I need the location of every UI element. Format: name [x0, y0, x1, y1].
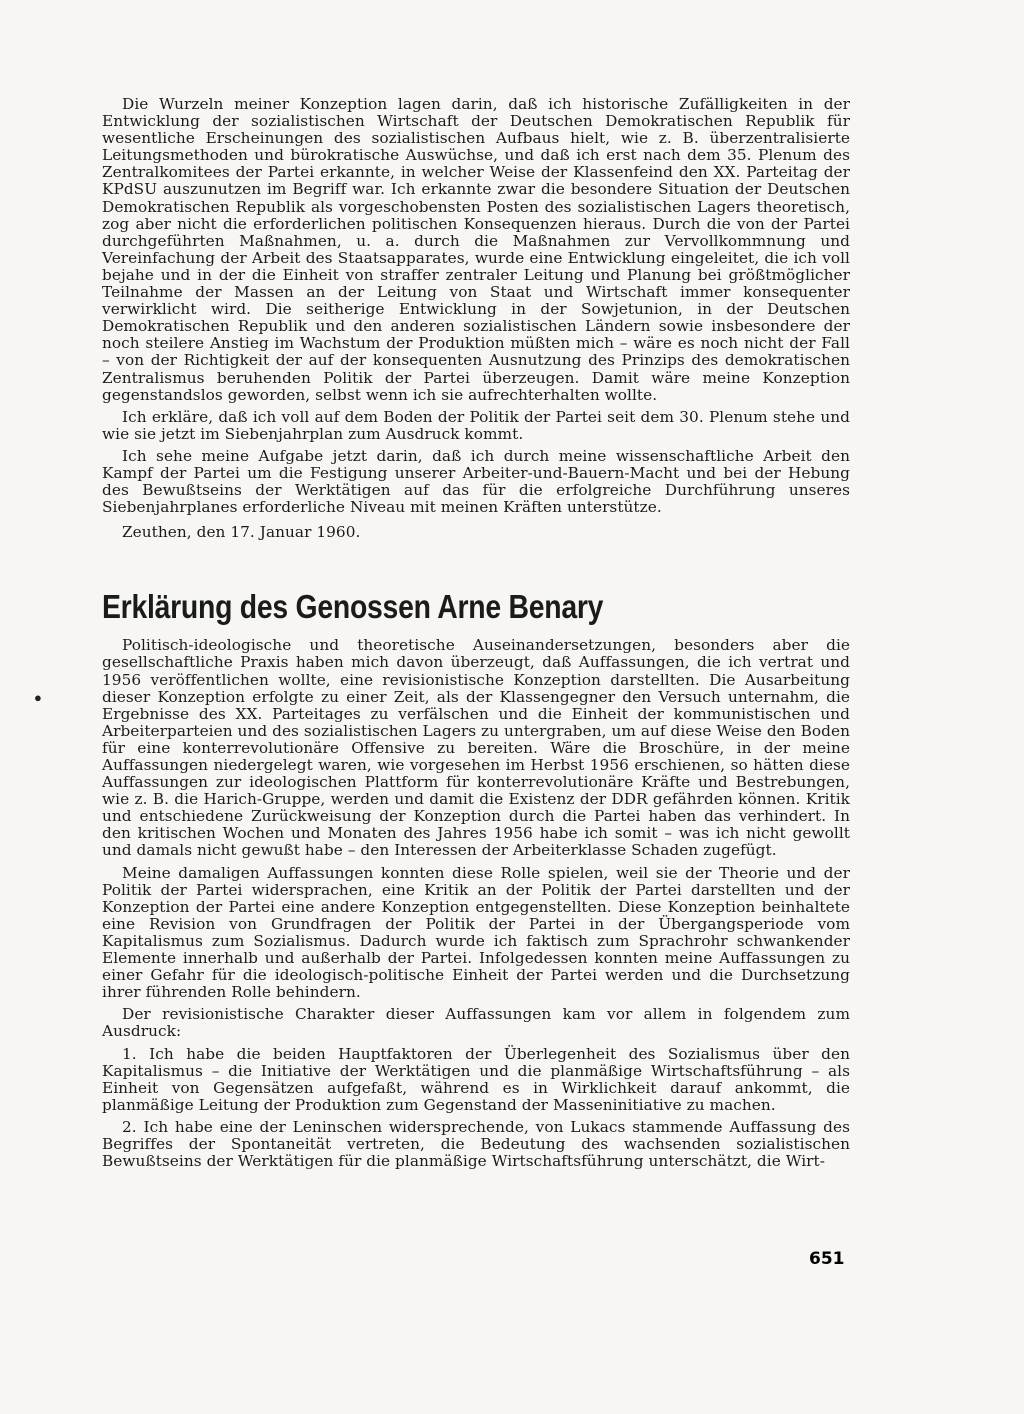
- dateline: Zeuthen, den 17. Januar 1960.: [122, 523, 361, 542]
- body-paragraph: Politisch-ideologische und theoretische Auseinandersetzungen, besonders aber die gesellschaftliche Praxis haben mich davon überzeugt, daß Auffassungen, die ich vertrat und 1956 veröffentlichen wollte, eine revisionistische Konzeption darstellten. Die Ausarbeitung dieser Konzeption erfolgte zu einer Zeit, als der Klassengegner den Versuch unternahm, die Ergebnisse des XX. Parteitages zu verfälschen und die Einheit der kommunistischen und Arbeiterparteien und des sozialistischen Lagers zu untergraben, um auf diese Weise den Boden für eine konterrevolutionäre Offensive zu bereiten. Wäre die Broschüre, in der meine Auffassungen niedergelegt waren, wie vorgesehen im Herbst 1956 erschienen, so hätten diese Auffassungen zur ideologischen Plattform für konterrevolutionäre Kräfte und Bestrebungen, wie z. B. die Harich-Gruppe, werden und damit die Existenz der DDR gefährden können. Kritik und entschiedene Zurückweisung der Konzeption durch die Partei haben das verhindert. In den kritischen Wochen und Monaten des Jahres 1956 habe ich somit – was ich nicht gewollt und damals nicht gewußt habe – den Interessen der Arbeiterklasse Schaden zugefügt.: [102, 636, 850, 860]
- body-paragraph: Meine damaligen Auffassungen konnten diese Rolle spielen, weil sie der Theorie und der Politik der Partei widersprachen, eine Kritik an der Politik der Partei darstellten und der Konzeption der Partei eine andere Konzeption entgegenstellten. Diese Konzeption beinhaltete eine Revision von Grundfragen der Politik der Partei in der Übergangsperiode vom Kapitalismus zum Sozialismus. Dadurch wurde ich faktisch zum Sprachrohr schwankender Elemente innerhalb und außerhalb der Partei. Infolgedessen konnten meine Auffassungen zu einer Gefahr für die ideologisch-politische Einheit der Partei werden und die Durchsetzung ihrer führenden Rolle behindern.: [102, 863, 850, 1002]
- body-paragraph: Ich sehe meine Aufgabe jetzt darin, daß ich durch meine wissenschaftliche Arbeit den Kampf der Partei um die Festigung unserer Arbeiter-und-Bauern-Macht und bei der Hebung des Bewußtseins der Werktätigen auf das für die erfolgreiche Durchführung unseres Siebenjahrplanes erforderliche Niveau mit meinen Kräften unterstütze.: [102, 446, 850, 517]
- list-item: 2. Ich habe eine der Leninschen widersprechende, von Lukacs stammende Auffassung des Begriffes der Spontaneität vertreten, die Bedeutung des wachsenden sozialistischen Bewußtseins der Werktätigen für die planmäßige Wirtschaftsführung unterschätzt, die Wirt-: [102, 1117, 850, 1171]
- body-paragraph: Der revisionistische Charakter dieser Auffassungen kam vor allem in folgendem zum Ausdruck:: [102, 1005, 850, 1041]
- page-number: 651: [809, 1249, 845, 1269]
- section-heading: Erklärung des Genossen Arne Benary: [102, 588, 604, 626]
- body-paragraph: Die Wurzeln meiner Konzeption lagen darin, daß ich historische Zufälligkeiten in der Entwicklung der sozialistischen Wirtschaft der Deutschen Demokratischen Republik für wesentliche Erscheinungen des sozialistischen Aufbaus hielt, wie z. B. überzentralisierte Leitungsmethoden und bürokratische Auswüchse, und daß ich erst nach dem 35. Plenum des Zentralkomitees der Partei erkannte, in welcher Weise der Klassenfeind den XX. Parteitag der KPdSU auszunutzen im Begriff war. Ich erkannte zwar die besondere Situation der Deutschen Demokratischen Republik als vorgeschobensten Posten des sozialistischen Lagers theoretisch, zog aber nicht die erforderlichen politischen Konsequenzen hieraus. Durch die von der Partei durchgeführten Maßnahmen, u. a. durch die Maßnahmen zur Vervollkommnung und Vereinfachung der Arbeit des Staatsapparates, wurde eine Entwicklung eingeleitet, die ich voll bejahe und in der die Einheit von straffer zentraler Leitung und Planung bei größtmöglicher Teilnahme der Massen an der Leitung von Staat und Wirtschaft immer konsequenter verwirklicht wird. Die seitherige Entwicklung in der Sowjetunion, in der Deutschen Demokratischen Republik und den anderen sozialistischen Ländern sowie insbesondere der noch steilere Anstieg im Wachstum der Produktion müßten mich – wäre es noch nicht der Fall – von der Richtigkeit der auf der konsequenten Ausnutzung des Prinzips des demokratischen Zentralismus beruhenden Politik der Partei überzeugen. Damit wäre meine Konzeption gegenstandslos geworden, selbst wenn ich sie aufrechterhalten wollte.: [102, 95, 850, 404]
- body-paragraph: Ich erkläre, daß ich voll auf dem Boden der Politik der Partei seit dem 30. Plenum stehe und wie sie jetzt im Siebenjahrplan zum Ausdruck kommt.: [102, 407, 850, 443]
- margin-mark-icon: ●: [34, 690, 42, 705]
- list-item: 1. Ich habe die beiden Hauptfaktoren der Überlegenheit des Sozialismus über den Kapitalismus – die Initiative der Werktätigen und die planmäßige Wirtschaftsführung – als Einheit von Gegensätzen aufgefaßt, während es in Wirklichkeit darauf ankommt, die planmäßige Leitung der Produktion zum Gegenstand der Masseninitiative zu machen.: [102, 1044, 850, 1114]
